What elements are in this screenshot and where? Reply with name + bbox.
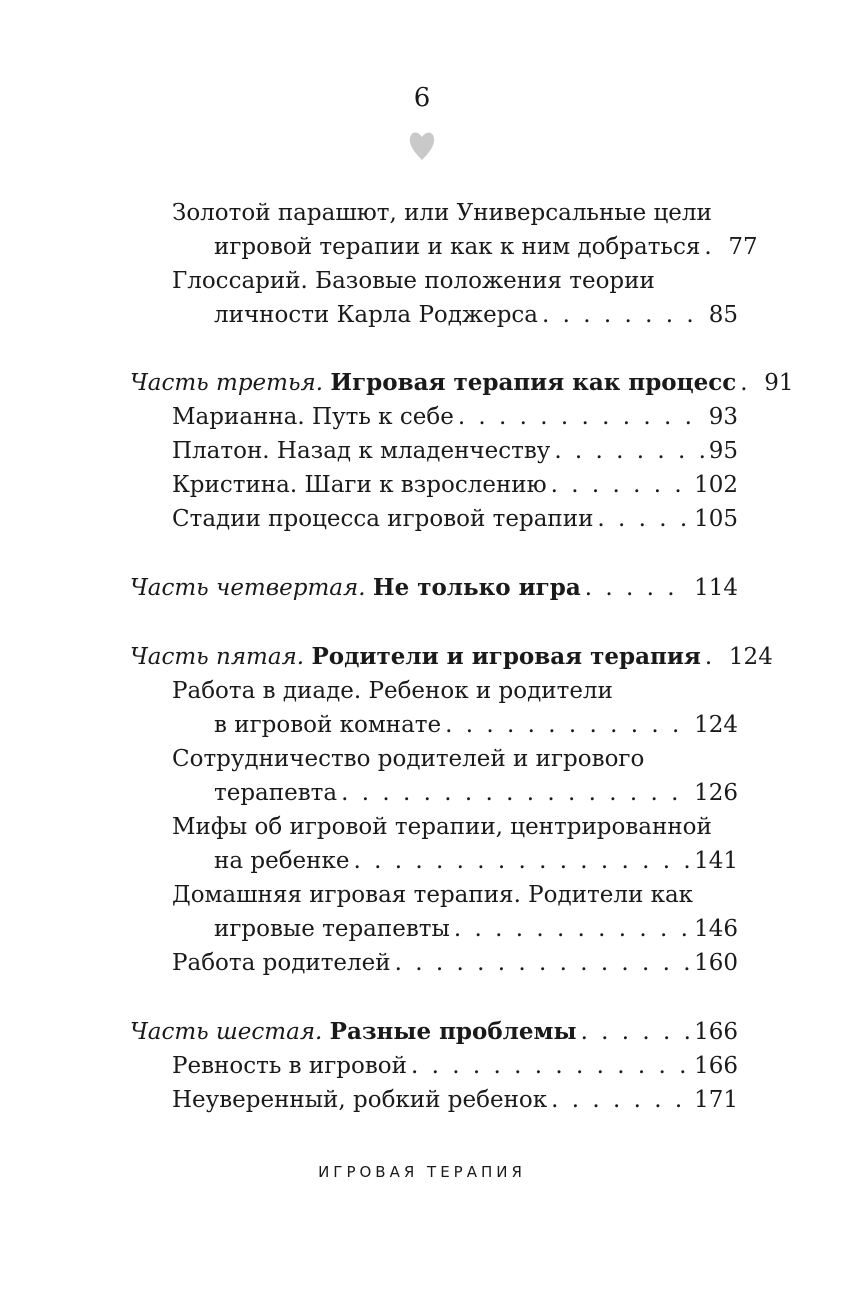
toc-entry-title: Кристина. Шаги к взрослению: [172, 472, 547, 498]
toc-entry-title: Сотрудничество родителей и игрового: [172, 746, 645, 772]
toc-part-heading[interactable]: [130, 366, 794, 400]
toc-entry[interactable]: [214, 776, 738, 810]
toc-part-heading[interactable]: [130, 640, 773, 674]
toc-entry[interactable]: [172, 434, 738, 468]
toc-entry[interactable]: [214, 912, 738, 946]
toc-part-label: Часть пятая.: [130, 644, 305, 670]
toc-entry[interactable]: [214, 708, 738, 742]
toc-entry[interactable]: [172, 502, 738, 536]
toc-part-title: Не только игра: [372, 574, 581, 601]
toc-page-number: 166: [694, 1019, 738, 1045]
toc-page-number: 124: [728, 644, 773, 670]
toc-page-number: 166: [694, 1053, 738, 1079]
dot-leader: [445, 708, 690, 742]
toc-page-number: 85: [708, 302, 738, 328]
toc-entry-line: [172, 810, 712, 844]
toc-part-title: Разные проблемы: [329, 1018, 577, 1045]
toc-entry[interactable]: [172, 1083, 738, 1117]
toc-entry-title: в игровой комнате: [214, 712, 442, 738]
toc-entry[interactable]: [214, 230, 758, 264]
toc-entry-title: игровой терапии и как к ним добраться: [214, 234, 701, 260]
toc-entry-line: [172, 878, 693, 912]
toc-page-number: 114: [694, 575, 738, 601]
running-footer: ИГРОВАЯ ТЕРАПИЯ: [318, 1163, 526, 1181]
dot-leader: [597, 502, 690, 536]
toc-entry[interactable]: [214, 298, 738, 332]
dot-leader: [353, 844, 690, 878]
toc-page-number: 105: [694, 506, 738, 532]
toc-part-label: Часть четвертая.: [130, 575, 366, 601]
dot-leader: [341, 776, 690, 810]
toc-page-number: 146: [694, 916, 738, 942]
dot-leader: [581, 1015, 691, 1049]
page-number: 6: [413, 83, 431, 113]
toc-entry-line: [172, 196, 712, 230]
dot-leader: [551, 1083, 690, 1117]
toc-entry-line: [172, 264, 655, 298]
toc-entry-line: [172, 742, 644, 776]
toc-entry-title: Стадии процесса игровой терапии: [172, 506, 594, 532]
toc-part-label: Часть третья.: [130, 370, 324, 396]
toc-entry[interactable]: [172, 1049, 738, 1083]
toc-entry[interactable]: [214, 844, 738, 878]
toc-entry-title: Неуверенный, робкий ребенок: [172, 1087, 548, 1113]
toc-entry-line: [172, 674, 613, 708]
toc-entry-title: Работа родителей: [172, 950, 391, 976]
toc-entry-title: Домашняя игровая терапия. Родители как: [172, 882, 694, 908]
toc-page-number: 124: [694, 712, 738, 738]
toc-entry-title: на ребенке: [214, 848, 350, 874]
dot-leader: [411, 1049, 690, 1083]
toc-page-number: 93: [708, 404, 738, 430]
toc-entry-title: Золотой парашют, или Универсальные цели: [172, 200, 712, 226]
toc-part-heading[interactable]: [130, 1015, 738, 1049]
toc-entry[interactable]: [172, 400, 738, 434]
dot-leader: [704, 230, 724, 264]
dot-leader: [740, 366, 760, 400]
toc-entry-title: Ревность в игровой: [172, 1053, 407, 1079]
toc-entry-title: личности Карла Роджерса: [214, 302, 539, 328]
toc-entry-title: Мифы об игровой терапии, центрированной: [172, 814, 712, 840]
dot-leader: [585, 571, 690, 605]
dot-leader: [705, 640, 725, 674]
dot-leader: [554, 434, 704, 468]
toc-entry-title: Платон. Назад к младенчеству: [172, 438, 551, 464]
toc-entry-title: Работа в диаде. Ребенок и родители: [172, 678, 613, 704]
dot-leader: [542, 298, 705, 332]
dot-leader: [454, 912, 690, 946]
toc-part-label: Часть шестая.: [130, 1019, 323, 1045]
dot-leader: [458, 400, 705, 434]
toc-page-number: 160: [694, 950, 738, 976]
toc-part-heading[interactable]: [130, 571, 738, 605]
toc-page-number: 141: [694, 848, 738, 874]
toc-page-number: 91: [764, 370, 794, 396]
toc-entry[interactable]: [172, 946, 738, 980]
toc-entry[interactable]: [172, 468, 738, 502]
toc-page-number: 77: [728, 234, 758, 260]
toc-part-title: Игровая терапия как процесс: [330, 369, 737, 396]
toc-entry-title: Глоссарий. Базовые положения теории: [172, 268, 655, 294]
dot-leader: [551, 468, 690, 502]
dot-leader: [395, 946, 691, 980]
toc-page-number: 126: [694, 780, 738, 806]
toc-entry-title: терапевта: [214, 780, 338, 806]
toc-entry-title: Марианна. Путь к себе: [172, 404, 454, 430]
toc-part-title: Родители и игровая терапия: [311, 643, 701, 670]
toc-page-number: 95: [708, 438, 738, 464]
toc-entry-title: игровые терапевты: [214, 916, 450, 942]
toc-page-number: 171: [694, 1087, 738, 1113]
toc-page-number: 102: [694, 472, 738, 498]
